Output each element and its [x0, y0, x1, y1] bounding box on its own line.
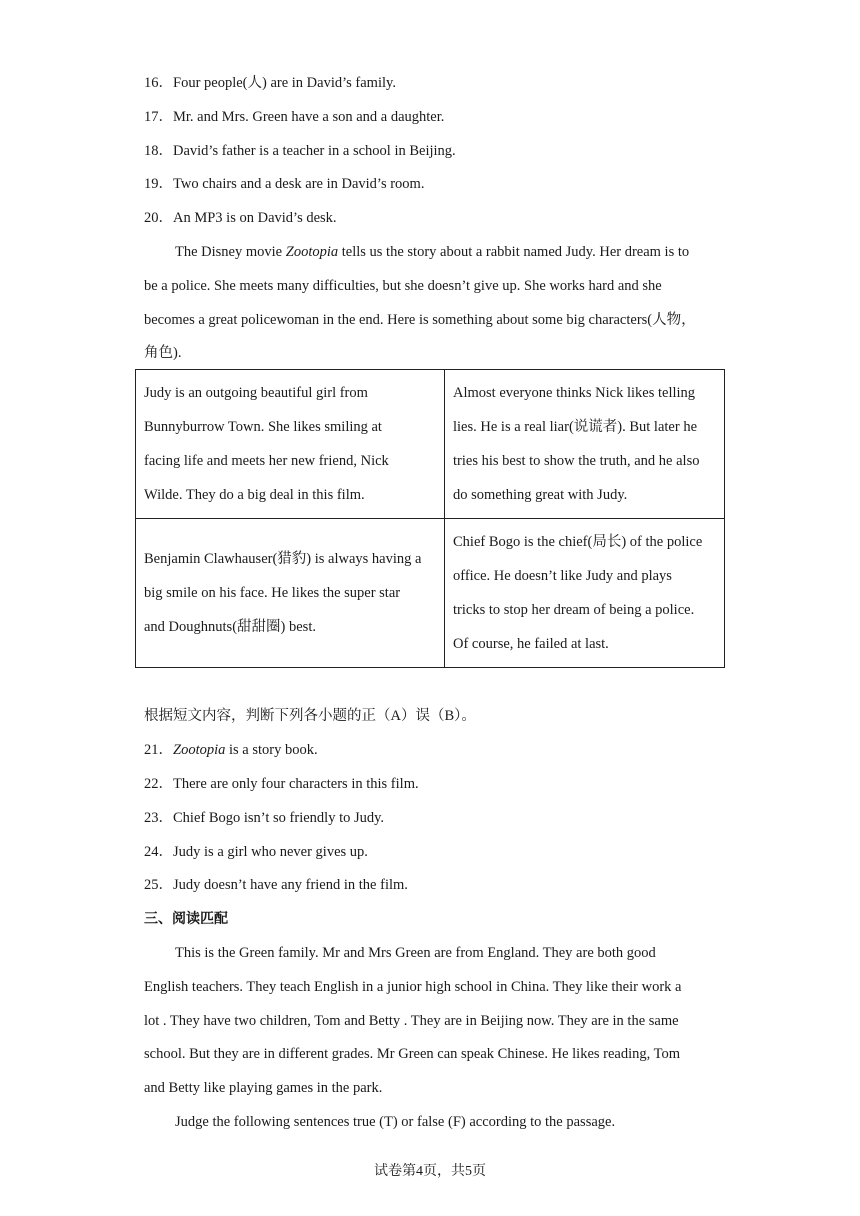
cell-line: and Doughnuts(甜甜圈) best.	[144, 619, 316, 635]
cell-line: tries his best to show the truth, and he also	[453, 453, 700, 469]
cell-line: office. He doesn’t like Judy and plays	[453, 568, 672, 584]
question-text: Mr. and Mrs. Green have a son and a daughter.	[173, 109, 445, 125]
question-24	[144, 842, 368, 862]
question-text: Chief Bogo isn’t so friendly to Judy.	[173, 810, 385, 826]
question-17	[144, 107, 444, 127]
cell-line: Chief Bogo is the chief(局长) of the police	[453, 534, 703, 550]
table-row	[136, 370, 725, 519]
question-20	[144, 208, 337, 228]
judy-cell	[136, 370, 445, 519]
cell-line: Benjamin Clawhauser(猎豹) is always having a	[144, 551, 422, 567]
question-21	[144, 740, 318, 760]
question-22	[144, 774, 419, 794]
cell-line: tricks to stop her dream of being a police.	[453, 602, 695, 618]
table-row	[136, 519, 725, 668]
benjamin-cell	[136, 519, 445, 668]
passage-zootopia-line-2: be a police. She meets many difficulties, but she doesn’t give up. She works hard and she	[144, 278, 662, 294]
question-text: Two chairs and a desk are in David’s room.	[173, 176, 425, 192]
bogo-cell	[445, 519, 725, 668]
passage-green-family-line-4: school. But they are in different grades. Mr Green can speak Chinese. He likes reading, Tom	[144, 1046, 680, 1062]
question-text: Four people(人) are in David’s family.	[173, 75, 396, 91]
question-number: 22．	[144, 776, 173, 792]
question-number: 18．	[144, 143, 173, 159]
question-text: Judy is a girl who never gives up.	[173, 844, 368, 860]
cell-line: Judy is an outgoing beautiful girl from	[144, 385, 368, 401]
judge-instruction: Judge the following sentences true (T) or false (F) according to the passage.	[175, 1114, 616, 1130]
question-text: An MP3 is on David’s desk.	[173, 210, 337, 226]
question-number: 21．	[144, 742, 173, 758]
cell-line: facing life and meets her new friend, Nick	[144, 453, 389, 469]
question-number: 19．	[144, 176, 173, 192]
question-number: 24．	[144, 844, 173, 860]
cell-line: Almost everyone thinks Nick likes telling	[453, 385, 696, 401]
question-text: There are only four characters in this film.	[173, 776, 419, 792]
question-number: 16．	[144, 75, 173, 91]
cell-line: Of course, he failed at last.	[453, 636, 609, 652]
cell-line: do something great with Judy.	[453, 487, 628, 503]
question-text: Judy doesn’t have any friend in the film.	[173, 877, 408, 893]
movie-title: Zootopia	[285, 244, 339, 260]
movie-title: Zootopia	[173, 742, 226, 758]
question-16	[144, 73, 396, 93]
question-18	[144, 141, 456, 161]
passage-green-family-line-1: This is the Green family. Mr and Mrs Green are from England. They are both good	[175, 945, 656, 961]
instruction-true-false: 根据短文内容，判断下列各小题的正（A）误（B）。	[144, 708, 476, 724]
passage-zootopia-line-3: becomes a great policewoman in the end. Here is something about some big characters(人物，	[144, 312, 696, 328]
nick-cell	[445, 370, 725, 519]
question-text: is a story book.	[225, 742, 318, 758]
question-number: 17．	[144, 109, 173, 125]
passage-text: The Disney movie	[175, 244, 286, 260]
question-25	[144, 875, 408, 895]
passage-green-family-line-3: lot . They have two children, Tom and Betty . They are in Beijing now. They are in the same	[144, 1013, 679, 1029]
question-text: David’s father is a teacher in a school in Beijing.	[173, 143, 456, 159]
cell-line: big smile on his face. He likes the super star	[144, 585, 401, 601]
question-number: 25．	[144, 877, 173, 893]
passage-text: tells us the story about a rabbit named Judy. Her dream is to	[338, 244, 690, 260]
section-heading: 三、阅读匹配	[144, 911, 228, 927]
passage-green-family-line-5: and Betty like playing games in the park.	[144, 1080, 383, 1096]
characters-table	[135, 369, 725, 668]
cell-line: Bunnyburrow Town. She likes smiling at	[144, 419, 382, 435]
passage-green-family-line-2: English teachers. They teach English in a junior high school in China. They like their work a	[144, 979, 682, 995]
question-19	[144, 174, 424, 194]
cell-line: lies. He is a real liar(说谎者). But later he	[453, 419, 698, 435]
cell-line: Wilde. They do a big deal in this film.	[144, 487, 365, 503]
passage-zootopia-line-1	[175, 242, 689, 262]
passage-zootopia-line-4: 角色).	[144, 345, 182, 361]
question-23	[144, 808, 384, 828]
question-number: 23．	[144, 810, 173, 826]
question-number: 20．	[144, 210, 173, 226]
page-footer: 试卷第4页，共5页	[374, 1164, 486, 1179]
